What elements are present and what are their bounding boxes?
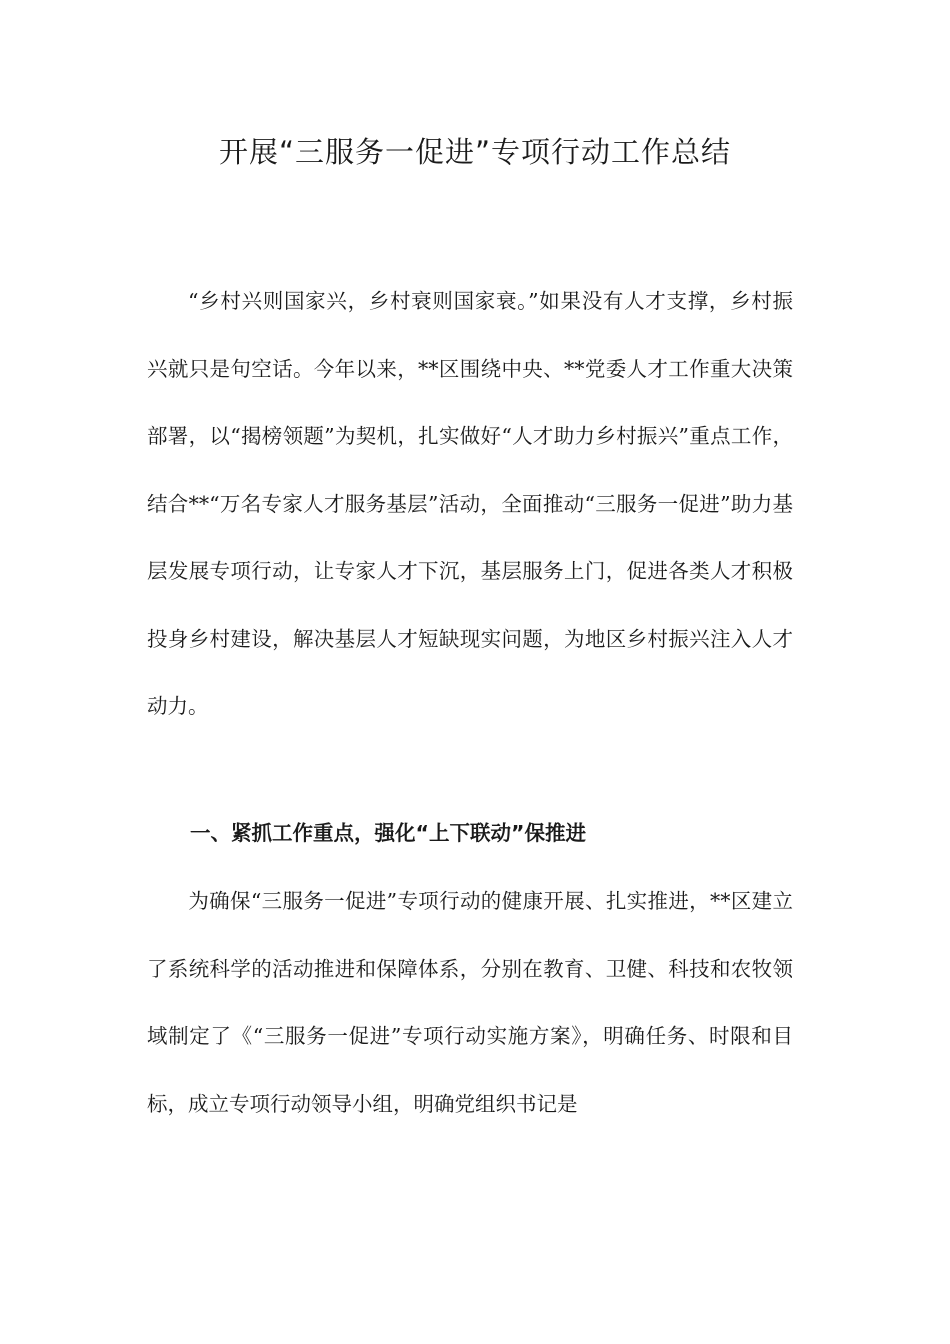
body-paragraph [147, 268, 793, 741]
body-paragraph [147, 868, 793, 1138]
paragraph-text: 为确保“三服务一促进”专项行动的健康开展、扎实推进，**区建立了系统科学的活动推进和保障体系，分别在教育、卫健、科技和农牧领域制定了《“三服务一促进”专项行动实施方案》，明确任务、时限和目标，成立专项行动领导小组，明确党组织书记是 [147, 889, 793, 1116]
paragraph-text: “乡村兴则国家兴，乡村衰则国家衰。”如果没有人才支撑，乡村振兴就只是句空话。今年以来，**区围绕中央、**党委人才工作重大决策部署，以“揭榜领题”为契机，扎实做好“人才助力乡村振兴”重点工作，结合**“万名专家人才服务基层”活动，全面推动“三服务一促进”助力基层发展专项行动，让专家人才下沉，基层服务上门，促进各类人才积极投身乡村建设，解决基层人才短缺现实问题，为地区乡村振兴注入人才动力。 [147, 289, 793, 718]
document-title: 开展“三服务一促进”专项行动工作总结 [218, 135, 732, 169]
section-heading: 一、紧抓工作重点，强化“上下联动”保推进 [190, 821, 586, 845]
